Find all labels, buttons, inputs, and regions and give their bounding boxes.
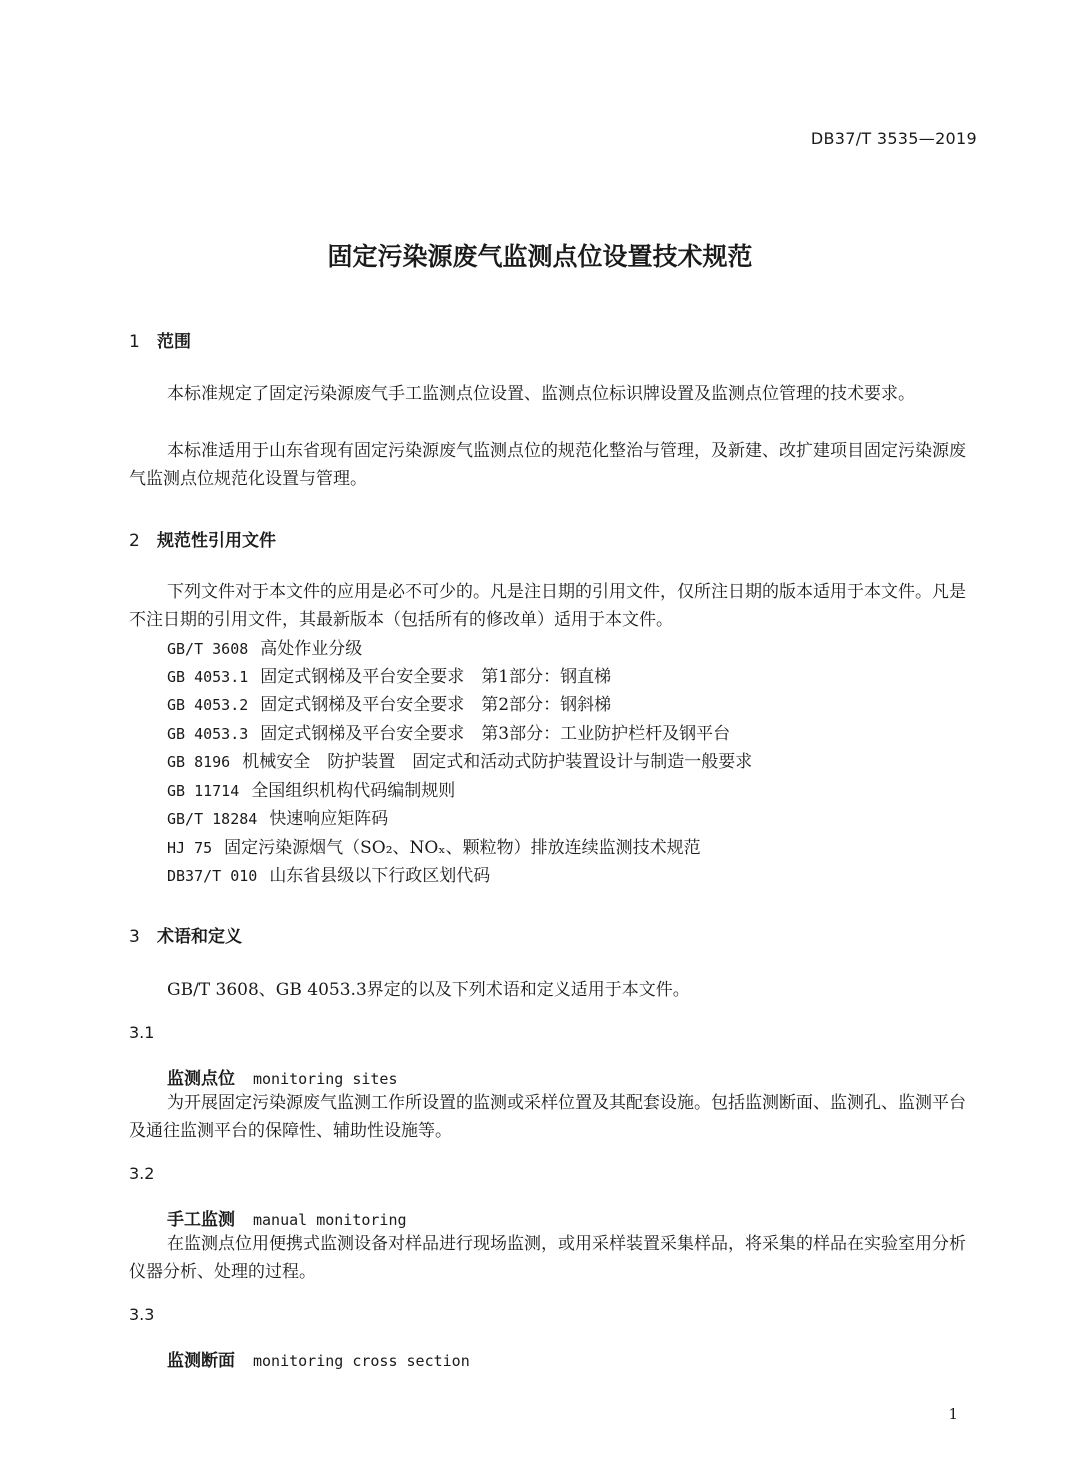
section-number: 2 [129,531,140,551]
term-en: monitoring cross section [253,1352,470,1370]
term-en: manual monitoring [253,1211,407,1229]
term-heading [167,1205,407,1230]
term-heading [167,1346,470,1371]
reference-item [167,663,611,691]
term-number: 3.2 [129,1164,155,1183]
reference-item [167,635,362,663]
reference-item [167,834,701,862]
term-zh: 监测点位 [167,1069,235,1089]
reference-code: GB/T 18284 [167,810,258,828]
reference-name: 固定式钢梯及平台安全要求 第3部分：工业防护栏杆及钢平台 [260,724,731,744]
section-title: 术语和定义 [157,927,242,947]
reference-code: GB 4053.1 [167,668,249,686]
term-number: 3.1 [129,1023,155,1042]
reference-item [167,720,730,748]
section-3-heading [129,922,242,947]
reference-code: HJ 75 [167,839,213,857]
reference-item [167,691,611,719]
paragraph: 下列文件对于本文件的应用是必不可少的。凡是注日期的引用文件，仅所注日期的版本适用于本文件。凡是不注日期的引用文件，其最新版本（包括所有的修改单）适用于本文件。 [129,582,966,630]
section-title: 规范性引用文件 [157,531,276,551]
section-1-heading [129,327,191,352]
reference-name: 全国组织机构代码编制规则 [251,781,456,801]
reference-item [167,862,490,890]
reference-name: 固定污染源烟气（SO₂、NOₓ、颗粒物）排放连续监测技术规范 [224,838,701,858]
reference-item [167,748,752,776]
reference-name: 固定式钢梯及平台安全要求 第1部分：钢直梯 [260,667,612,687]
reference-name: 高处作业分级 [260,639,363,659]
term-zh: 手工监测 [167,1210,235,1230]
term-en: monitoring sites [253,1070,398,1088]
term-heading [167,1064,398,1089]
section-number: 3 [129,927,140,947]
term-number: 3.3 [129,1305,155,1324]
reference-code: GB 11714 [167,782,240,800]
term-zh: 监测断面 [167,1351,235,1371]
section-2-heading [129,526,276,551]
reference-name: 固定式钢梯及平台安全要求 第2部分：钢斜梯 [260,695,612,715]
reference-name: 快速响应矩阵码 [269,809,389,829]
reference-code: DB37/T 010 [167,867,258,885]
reference-name: 山东省县级以下行政区划代码 [269,866,491,886]
paragraph: 本标准适用于山东省现有固定污染源废气监测点位的规范化整治与管理，及新建、改扩建项目固定污染源废气监测点位规范化设置与管理。 [129,441,966,489]
term-definition: 为开展固定污染源废气监测工作所设置的监测或采样位置及其配套设施。包括监测断面、监测孔、监测平台及通往监测平台的保障性、辅助性设施等。 [129,1093,966,1141]
section-number: 1 [129,332,140,352]
term-definition: 在监测点位用便携式监测设备对样品进行现场监测，或用采样装置采集样品，将采集的样品在实验室用分析仪器分析、处理的过程。 [129,1234,966,1282]
reference-item [167,805,388,833]
section-title: 范围 [157,332,191,352]
document-title: 固定污染源废气监测点位设置技术规范 [327,242,753,271]
reference-code: GB/T 3608 [167,640,249,658]
reference-code: GB 4053.2 [167,696,249,714]
reference-code: GB 8196 [167,753,231,771]
paragraph: GB/T 3608、GB 4053.3界定的以及下列术语和定义适用于本文件。 [167,980,690,1000]
page-number: 1 [948,1405,958,1423]
reference-name: 机械安全 防护装置 固定式和活动式防护装置设计与制造一般要求 [242,752,753,772]
paragraph: 本标准规定了固定污染源废气手工监测点位设置、监测点位标识牌设置及监测点位管理的技术要求。 [167,384,915,404]
reference-code: GB 4053.3 [167,725,249,743]
reference-item [167,777,455,805]
standard-code: DB37/T 3535—2019 [810,129,977,148]
